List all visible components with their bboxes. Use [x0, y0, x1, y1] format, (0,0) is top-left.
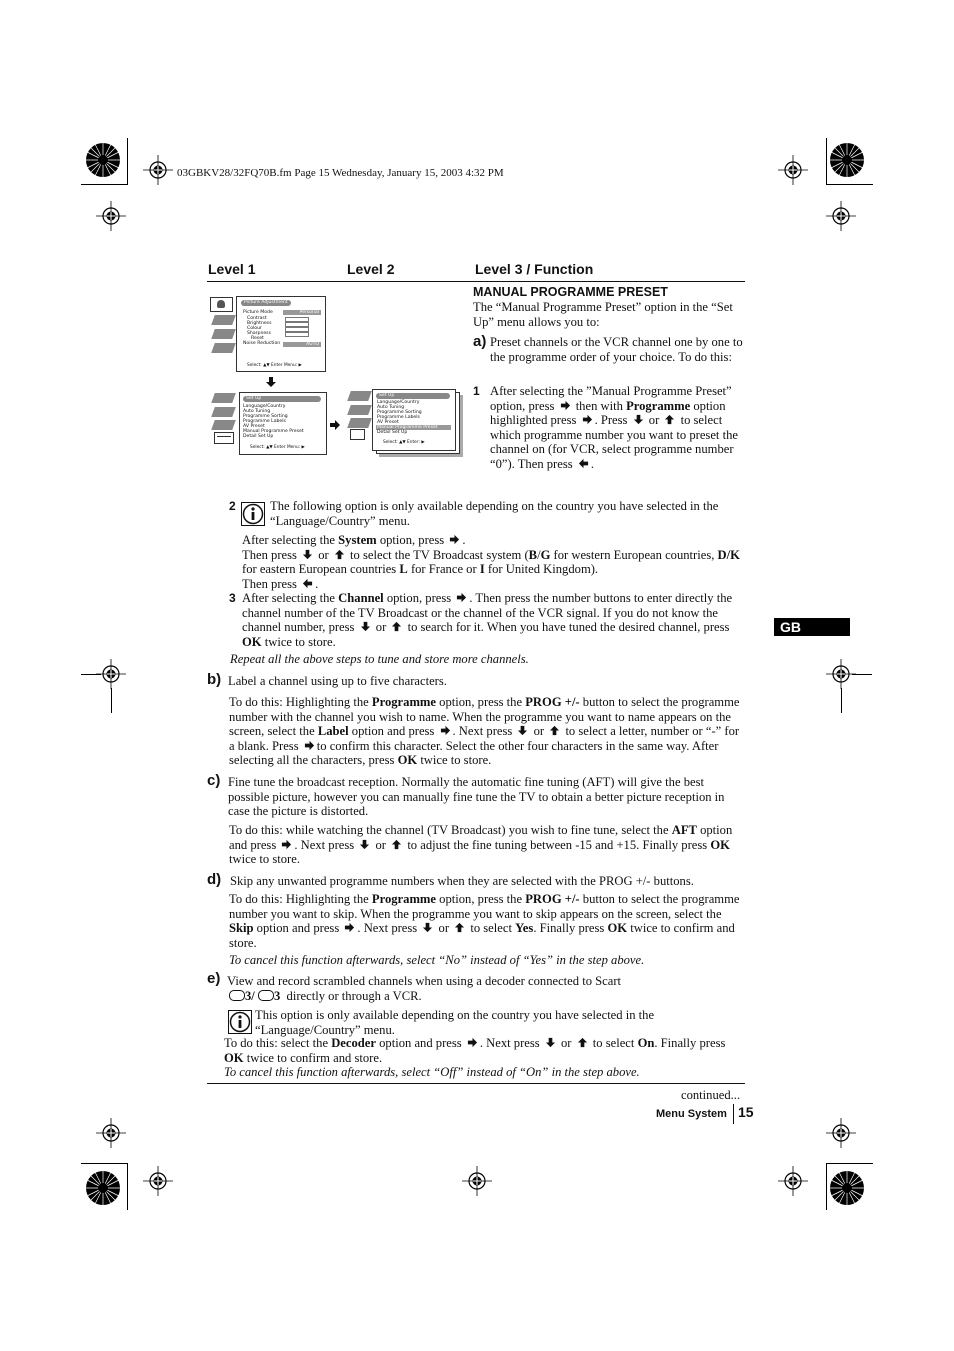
menu-item: Language/Country [377, 400, 420, 405]
setup-screen-selected [372, 389, 456, 451]
setup-tile-icon [350, 429, 365, 440]
menu-item: Programme Sorting [377, 410, 422, 415]
arrow-right-icon [344, 922, 355, 933]
arrow-down-icon [265, 376, 277, 388]
arrow-up-icon [577, 1037, 588, 1048]
item-e-cancel: To cancel this function afterwards, select “Off” instead of “On” in the step above. [224, 1065, 640, 1079]
menu-item: Brightness [247, 321, 272, 326]
menu-item: Auto Tuning [243, 409, 271, 414]
menu-illustration [207, 292, 467, 462]
item-c-instructions: To do this: while watching the channel (TV Broadcast) you wish to fine tune, select the AFT option and press . Next press or to adjust the fine tuning between -15 and +15. Finally press OK twice to store. [229, 823, 733, 867]
footer-section: Menu System [656, 1108, 727, 1120]
star-mark-icon [829, 142, 865, 178]
intro-text: The “Manual Programme Preset” option in the “Set Up” menu allows you to: [473, 300, 733, 329]
menu-item: Detail Set Up [377, 430, 408, 435]
item-c-text: Fine tune the broadcast reception. Normally the automatic fine tuning (AFT) will give the best possible picture, however you can manually fine tune the TV to obtain a better picture reception in case the picture is distorted. [228, 775, 725, 819]
menu-item: Noise Reduction [243, 341, 281, 346]
screen-title: Picture Adjustment [241, 300, 291, 306]
menu-item: Detail Set Up [243, 434, 274, 439]
item-d-label: d) [207, 871, 222, 888]
screen-footer: Select: ▲▼ Enter Menu: ▶ [247, 363, 302, 368]
step-2-note: The following option is only available depending on the country you have selected in the “Language/Country” menu. [270, 499, 719, 528]
target-mark-icon [778, 155, 808, 185]
target-mark-icon [143, 1166, 173, 1196]
section-title: MANUAL PROGRAMME PRESET [473, 285, 668, 299]
item-a-text: Preset channels or the VCR channel one by one to the programme order of your choice. To do this: [490, 335, 743, 364]
continued-text: continued... [681, 1088, 741, 1102]
language-tab: GB [774, 618, 850, 636]
target-mark-icon [96, 201, 126, 231]
menu-item: Sharpness [247, 331, 271, 336]
menu-item: Programme Labels [377, 415, 420, 420]
screen-footer: Select: ▲▼ Enter: ▶ [383, 440, 425, 445]
step-number: 2 [229, 499, 236, 513]
target-mark-icon [462, 1166, 492, 1196]
menu-item: Auto Tuning [377, 405, 405, 410]
item-b-label: b) [207, 671, 222, 688]
star-mark-icon [829, 1170, 865, 1206]
target-mark-icon [826, 201, 856, 231]
menu-item: AV Preset [377, 420, 399, 425]
star-mark-icon [85, 1170, 121, 1206]
item-e-instructions: To do this: select the Decoder option and press . Next press or to select On. Finally press OK twice to confirm and store. [224, 1036, 726, 1065]
screen-title: Set Up [243, 396, 321, 402]
screen-footer: Select: ▲▼ Enter Menu: ▶ [250, 445, 305, 450]
step-number: 1 [473, 384, 480, 398]
setup-screen [239, 392, 327, 455]
menu-item: Reset [251, 336, 264, 341]
arrow-right-icon [440, 725, 451, 736]
page-number: 15 [738, 1104, 754, 1120]
arrow-up-icon [391, 621, 402, 632]
arrow-right-icon [304, 740, 315, 751]
menu-item-highlighted: Manual Programme Preset [376, 425, 451, 430]
scart-out-icon [258, 990, 274, 1001]
arrow-right-icon [449, 534, 460, 545]
item-d-text: Skip any unwanted programme numbers when they are selected with the PROG +/- buttons. [230, 874, 694, 888]
picture-tile-icon [210, 297, 233, 312]
target-mark-icon [778, 1166, 808, 1196]
item-e-text: View and record scrambled channels when using a decoder connected to Scart [227, 974, 622, 988]
item-a-label: a) [473, 333, 487, 350]
item-e-note: This option is only available depending on the country you have selected in the “Language/Country” menu. [255, 1008, 655, 1037]
item-e-scart: 3/ 3 directly or through a VCR. [229, 989, 422, 1004]
arrow-down-icon [360, 621, 371, 632]
arrow-up-icon [334, 549, 345, 560]
step-1: After selecting the ”Manual Programme Preset” option, press then with Programme option highlighted press . Press or to select which programme number you want to preset the channel on (for VCR, select programme number “0”). Then press . [490, 384, 738, 471]
arrow-left-icon [578, 458, 589, 469]
item-e-label: e) [207, 970, 221, 987]
arrow-right-icon [281, 839, 292, 850]
arrow-up-icon [664, 414, 675, 425]
menu-item: Contrast [247, 316, 267, 321]
arrow-up-icon [454, 922, 465, 933]
menu-item: AV Preset [243, 424, 265, 429]
menu-item: Picture Mode [243, 310, 273, 315]
level1-heading: Level 1 [208, 261, 256, 277]
item-b-text: Label a channel using up to five characters. [228, 674, 447, 688]
info-icon [241, 502, 265, 526]
target-mark-icon [143, 155, 173, 185]
step-3-text: After selecting the Channel option, press . Then press the number buttons to enter directly the channel number of the TV Broadcast or the channel of the VCR signal. If you do not know the channel number, press or to search for it. When you have tuned the desired channel, press OK twice to store. [242, 591, 733, 649]
step-2-text: After selecting the System option, press . Then press or to select the TV Broadcast system (B/G for western European countries, D/K for eastern European countries L for France or I for United Kingdom). Then press . [242, 533, 740, 591]
item-b-instructions: To do this: Highlighting the Programme option, press the PROG +/- button to select the programme number with the channel you wish to name. When the programme you want to name appears on the screen, select the Label option and press . Next press or to select a letter, number or “-” for a blank. Press to confirm this character. Select the other four characters in the same way. After selecting all the characters, press OK twice to store. [229, 695, 740, 768]
menu-item: Programme Sorting [243, 414, 288, 419]
picture-adjustment-screen [236, 296, 326, 372]
info-icon [228, 1010, 252, 1034]
level3-heading: Level 3 / Function [475, 261, 594, 277]
arrow-right-icon [456, 592, 467, 603]
menu-item: Programme Labels [243, 419, 286, 424]
arrow-right-icon [329, 419, 341, 431]
star-mark-icon [85, 142, 121, 178]
arrow-right-icon [560, 400, 571, 411]
scart-in-icon [229, 990, 245, 1001]
arrow-down-icon [302, 549, 313, 560]
setup-tile-icon [214, 432, 234, 444]
item-d-cancel: To cancel this function afterwards, select “No” instead of “Yes” in the step above. [229, 953, 645, 967]
menu-item: Manual Programme Preset [243, 429, 304, 434]
arrow-down-icon [359, 839, 370, 850]
noise-value: AUTO [283, 342, 321, 347]
arrow-right-icon [582, 414, 593, 425]
arrow-up-icon [549, 725, 560, 736]
arrow-down-icon [633, 414, 644, 425]
repeat-note: Repeat all the above steps to tune and store more channels. [230, 652, 529, 666]
target-mark-icon [96, 1118, 126, 1148]
arrow-down-icon [517, 725, 528, 736]
arrow-down-icon [422, 922, 433, 933]
footer-rule [207, 1083, 745, 1084]
picture-mode-value: Personal [283, 310, 321, 315]
screen-title: Set Up [376, 393, 450, 399]
heading-rule [207, 281, 745, 282]
arrow-down-icon [545, 1037, 556, 1048]
print-header: 03GBKV28/32FQ70B.fm Page 15 Wednesday, January 15, 2003 4:32 PM [177, 167, 504, 179]
arrow-up-icon [391, 839, 402, 850]
item-c-label: c) [207, 772, 221, 789]
target-mark-icon [826, 1118, 856, 1148]
arrow-left-icon [302, 578, 313, 589]
menu-item: Language/Country [243, 404, 286, 409]
level2-heading: Level 2 [347, 261, 395, 277]
step-number: 3 [229, 591, 236, 605]
menu-item: Colour [247, 326, 262, 331]
item-d-instructions: To do this: Highlighting the Programme option, press the PROG +/- button to select the programme number you want to skip. When the programme you want to skip appears on the screen, select the Skip option and press . Next press or to select Yes. Finally press OK twice to confirm and store. [229, 892, 740, 950]
arrow-right-icon [467, 1037, 478, 1048]
